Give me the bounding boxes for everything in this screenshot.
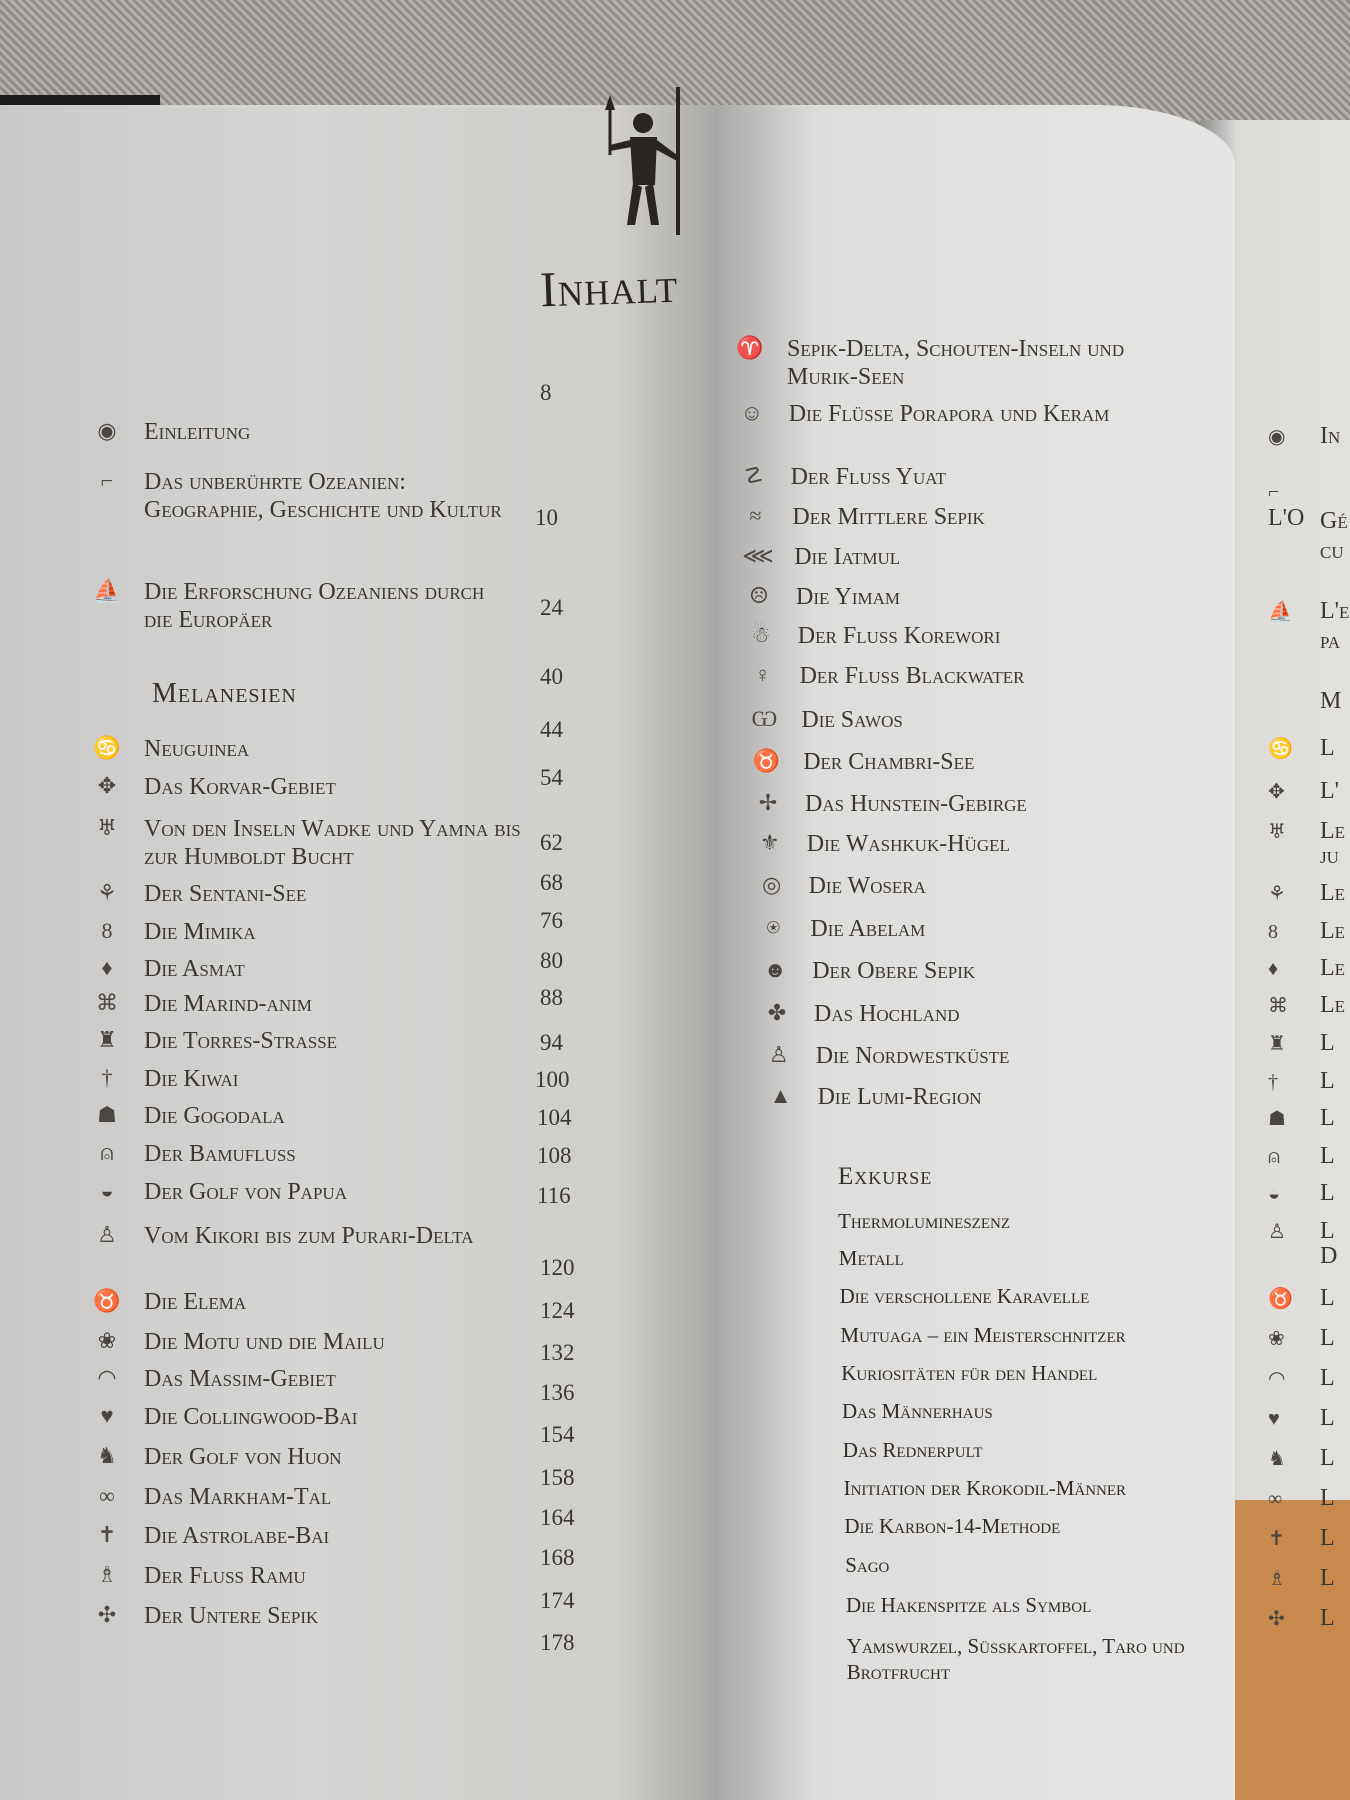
glyph-icon: ♦ <box>1268 958 1279 980</box>
mask-glyph-icon: ⍝ <box>100 1140 114 1165</box>
page-title: Inhalt <box>539 256 679 318</box>
toc-entry-label: Die Lumi-Region <box>817 1084 982 1110</box>
toc-entry <box>92 1222 504 1250</box>
section-heading-melanesien: Melanesien <box>152 678 297 709</box>
toc-entry <box>744 583 900 611</box>
fragment-text: D <box>1320 1243 1338 1269</box>
toc-entry-label: Der Fluss Korewori <box>797 623 1001 649</box>
toc-page-number: 168 <box>540 1545 575 1570</box>
toc-page-number: 76 <box>540 908 563 933</box>
toc-entry-label: Die Erforschung Ozeaniens durch die Europäer <box>144 579 485 633</box>
fragment-text: pa <box>1320 628 1341 654</box>
knot-glyph-icon: 8 <box>101 918 113 943</box>
toc-entry-label: Das Hochland <box>814 1001 960 1027</box>
toc-entry-label: Der Golf von Huon <box>144 1444 342 1470</box>
fragment-text: L <box>1320 1325 1335 1351</box>
fragment-text: Le <box>1320 818 1346 844</box>
toc-entry-label: Der Sentani-See <box>144 881 307 907</box>
fragment-text: Le <box>1320 880 1346 906</box>
figure-glyph-icon: ♙ <box>768 1042 789 1067</box>
heart-glyph-icon: ♥ <box>100 1403 114 1428</box>
next-page-entry-fragment <box>1268 423 1340 450</box>
fragment-text: L <box>1320 1565 1335 1591</box>
fragment-text: L <box>1320 1068 1335 1094</box>
toc-entry <box>739 463 946 491</box>
toc-entry <box>740 503 984 531</box>
next-page-entry-fragment <box>1268 688 1341 715</box>
toc-entry <box>92 1140 296 1168</box>
next-page-entry-fragment <box>1268 1180 1335 1207</box>
toc-entry <box>92 1483 331 1511</box>
toc-entry <box>92 1562 306 1590</box>
toc-page-number: 104 <box>537 1105 572 1130</box>
toc-entry-label: Neuguinea <box>144 736 250 762</box>
toc-entry-label: Die Iatmul <box>794 544 901 570</box>
figure-glyph-icon: ⚘ <box>97 880 117 905</box>
figure-glyph-icon: ♜ <box>97 1027 117 1052</box>
glyph-icon: ♅ <box>1268 821 1286 843</box>
exkurs-item: Thermolumineszenz <box>838 1209 1010 1233</box>
next-page-entry-fragment <box>1268 1365 1335 1392</box>
toc-entry-label: Der Untere Sepik <box>144 1603 319 1629</box>
glyph-icon: ♜ <box>1268 1033 1286 1055</box>
toc-entry-label: Die Wosera <box>808 873 926 899</box>
head-glyph-icon: ☃ <box>750 622 771 647</box>
fragment-text: L <box>1320 1605 1335 1631</box>
toc-entry-label: Die Flüsse Porapora und Keram <box>788 401 1110 427</box>
glyph-icon: ◉ <box>1268 426 1286 448</box>
fragment-text: Gé <box>1320 508 1348 534</box>
toc-entry-label: Die Astrolabe-Bai <box>144 1523 330 1549</box>
glyph-icon: ✣ <box>1268 1608 1285 1630</box>
next-page-entry-fragment <box>1268 1143 1335 1170</box>
next-page-entry-fragment <box>1268 735 1335 762</box>
next-page-entry-fragment <box>1268 1030 1335 1057</box>
cross-glyph-icon: ✝ <box>97 1522 117 1547</box>
toc-entry <box>92 1522 329 1550</box>
fragment-text: L <box>1320 1485 1335 1511</box>
toc-entry <box>92 1443 342 1471</box>
fragment-text: ju <box>1320 843 1339 869</box>
figure-glyph-icon: ♀ <box>754 662 771 687</box>
next-page-entry-fragment <box>1268 598 1349 625</box>
glyph-icon: ♙ <box>1268 1221 1286 1243</box>
toc-entry-label: Die Gogodala <box>144 1103 285 1129</box>
toc-entry-label: Einleitung <box>144 419 251 445</box>
toc-entry <box>748 662 1025 690</box>
toc-entry <box>742 543 900 571</box>
fragment-text: Le <box>1320 955 1346 981</box>
mask-glyph-icon: ♉ <box>93 1288 121 1313</box>
mask-glyph-icon: ⍟ <box>766 915 780 940</box>
toc-entry <box>758 915 925 943</box>
toc-page-number: 54 <box>540 765 563 790</box>
glyph-icon: ⚘ <box>1268 883 1286 905</box>
flower-glyph-icon: ❀ <box>97 1328 117 1353</box>
next-page-entry-fragment <box>1268 628 1340 655</box>
boat-glyph-icon: ⛵ <box>93 578 121 603</box>
toc-entry-label: Die Marind-anim <box>144 991 312 1017</box>
toc-entry <box>92 1288 246 1316</box>
next-page-entry-fragment <box>1268 1445 1335 1472</box>
toc-page-number: 116 <box>537 1183 571 1208</box>
toc-entry-label: Die Abelam <box>810 916 926 942</box>
toc-entry-label: Von den Inseln Wadke und Yamna bis zur Humboldt Bucht <box>144 816 521 870</box>
fragment-text: Le <box>1320 918 1346 944</box>
toc-entry <box>755 830 1010 858</box>
toc-entry-label: Die Asmat <box>144 956 245 982</box>
fragment-text: L <box>1320 1405 1335 1431</box>
next-page-entry-fragment <box>1268 1605 1335 1632</box>
next-page-entry-fragment <box>1268 880 1345 907</box>
toc-entry <box>92 1178 347 1206</box>
fragment-text: M <box>1320 688 1342 714</box>
glyph-icon: † <box>1268 1071 1278 1093</box>
toc-entry <box>751 748 974 776</box>
next-page-entry-fragment <box>1268 1068 1335 1095</box>
glyph-icon: ✥ <box>1268 781 1285 803</box>
toc-page-number: 62 <box>540 830 563 855</box>
toc-entry <box>92 815 524 871</box>
exkurs-item: Die Hakenspitze als Symbol <box>846 1593 1092 1617</box>
toc-entry-label: Die Torres-Strasse <box>144 1028 338 1054</box>
toc-page-number: 24 <box>540 595 563 620</box>
exkurs-item: Initiation der Krokodil-Männer <box>843 1476 1127 1500</box>
section-page-number: 40 <box>540 664 563 689</box>
toc-entry <box>92 1027 337 1055</box>
toc-entry-label: Die Nordwestküste <box>815 1043 1010 1069</box>
exkurs-item: Das Männerhaus <box>842 1399 993 1423</box>
wave-glyph-icon: Ѡ <box>751 706 778 731</box>
toc-entry-label: Die Washkuk-Hügel <box>806 831 1010 857</box>
fragment-text: L <box>1320 1285 1335 1311</box>
horns-glyph-icon: ♉ <box>752 748 780 773</box>
toc-entry-label: Die Sawos <box>801 707 903 733</box>
next-page-entry-fragment <box>1268 992 1345 1019</box>
exkurse-heading: Exkurse <box>838 1163 933 1190</box>
toc-entry <box>92 418 250 446</box>
toc-entry-label: Das unberührte Ozeanien: Geographie, Geschichte und Kultur <box>144 469 502 523</box>
toc-entry-label: Der Fluss Blackwater <box>799 663 1025 689</box>
glyph-icon: ☗ <box>1268 1108 1286 1130</box>
crocodile-glyph-icon: ≈ <box>749 503 762 528</box>
figure-glyph-icon: ♙ <box>97 1222 117 1247</box>
glyph-icon: ♉ <box>1268 1288 1293 1310</box>
fragment-text: L <box>1320 1143 1335 1169</box>
toc-entry-label: Das Korvar-Gebiet <box>144 774 336 800</box>
glyph-icon: ⌐ <box>1268 481 1280 503</box>
toc-entry <box>92 1365 336 1393</box>
next-page-entry-fragment <box>1268 1243 1337 1270</box>
coil-glyph-icon: ☡ <box>743 463 764 488</box>
toc-page-number: 94 <box>540 1030 563 1055</box>
glyph-icon: ♋ <box>1268 738 1293 760</box>
toc-page-number: 154 <box>540 1422 575 1447</box>
toc-entry-label: Die Yimam <box>796 584 900 610</box>
next-page-entry-fragment <box>1268 508 1348 535</box>
animal-glyph-icon: ♞ <box>97 1443 117 1468</box>
toc-entry <box>92 578 504 634</box>
figure-glyph-icon: ✣ <box>97 1602 117 1627</box>
toc-entry <box>92 880 306 908</box>
next-page-entry-fragment <box>1268 1105 1335 1132</box>
toc-entry-label: Die Motu und die Mailu <box>144 1329 385 1355</box>
toc-entry <box>92 1102 285 1130</box>
fragment-text: In <box>1320 423 1341 449</box>
glyph-icon: ⌘ <box>1268 995 1288 1017</box>
bird-glyph-icon: ⋘ <box>742 543 774 568</box>
toc-entry-label: Der Chambri-See <box>803 749 975 775</box>
glyph-icon: ⍝ <box>1268 1146 1280 1168</box>
glyph-icon: ❀ <box>1268 1328 1285 1350</box>
face-glyph-icon: ☻ <box>763 957 787 982</box>
toc-entry-label: Der Obere Sepik <box>812 958 976 984</box>
toc-entry <box>92 1403 357 1431</box>
glyph-icon: ◒ <box>1268 1183 1281 1205</box>
toc-entry <box>762 1000 960 1028</box>
fragment-text: L <box>1320 1445 1335 1471</box>
toc-page-number: 120 <box>540 1255 575 1280</box>
toc-entry-label: Die Collingwood-Bai <box>144 1404 358 1430</box>
eye-glyph-icon: ◉ <box>97 418 117 443</box>
next-page-entry-fragment <box>1268 538 1344 565</box>
glyph-icon: ◠ <box>1268 1368 1286 1390</box>
warrior-figure-icon <box>585 85 695 240</box>
toc-entry-label: Der Bamufluss <box>144 1141 296 1167</box>
next-page-entry-fragment <box>1268 1285 1335 1312</box>
toc-page-number: 88 <box>540 985 563 1010</box>
cross-glyph-icon: ✢ <box>758 790 778 815</box>
toc-entry <box>92 955 245 983</box>
next-page-entry-fragment <box>1268 778 1339 805</box>
fragment-text: L' <box>1320 778 1339 804</box>
toc-page-number: 136 <box>540 1380 575 1405</box>
fragment-text: L'e <box>1320 598 1350 624</box>
toc-entry <box>749 706 902 734</box>
glyph-icon: ✝ <box>1268 1528 1285 1550</box>
mask-glyph-icon: ◎ <box>761 872 782 897</box>
toc-page-number: 68 <box>540 870 563 895</box>
figure-glyph-icon: ✤ <box>767 1000 787 1025</box>
fragment-text: L <box>1320 1218 1335 1244</box>
figure-glyph-icon: ♗ <box>97 1562 117 1587</box>
fragment-text: L <box>1320 1365 1335 1391</box>
toc-entry <box>766 1083 982 1111</box>
lips-glyph-icon: ◒ <box>100 1178 114 1203</box>
fragment-text: L'O <box>1268 505 1305 531</box>
toc-page-number: 124 <box>540 1298 575 1323</box>
shield-glyph-icon: ♦ <box>101 955 113 980</box>
toc-page-number: 10 <box>535 505 558 530</box>
next-page-entry-fragment <box>1268 918 1345 945</box>
mask-glyph-icon: ☹ <box>749 583 769 608</box>
next-page-entry-fragment <box>1268 1565 1335 1592</box>
toc-entry-label: Das Hunstein-Gebirge <box>805 791 1027 817</box>
toc-entry <box>92 918 256 946</box>
toc-page-number: 108 <box>537 1143 572 1168</box>
toc-entry <box>764 1042 1010 1070</box>
exkurs-item: Das Rednerpult <box>842 1438 983 1462</box>
next-page-entry-fragment <box>1268 818 1345 845</box>
toc-entry-label: Das Markham-Tal <box>144 1484 332 1510</box>
fragment-text: L <box>1320 735 1335 761</box>
toc-entry <box>737 400 1169 428</box>
toc-entry <box>753 790 1027 818</box>
toc-entry <box>92 1602 318 1630</box>
exkurs-item: Metall <box>838 1246 904 1270</box>
next-page-entry-fragment <box>1268 1485 1335 1512</box>
glyph-icon: ⛵ <box>1268 601 1293 623</box>
toc-page-number: 100 <box>535 1067 570 1092</box>
bird-glyph-icon: ♋ <box>93 735 121 760</box>
next-page-entry-fragment <box>1268 1325 1335 1352</box>
fragment-text: cu <box>1320 538 1344 564</box>
toc-entry-label: Der Fluss Ramu <box>144 1563 306 1589</box>
toc-entry <box>92 1065 238 1093</box>
fragment-text: L <box>1320 1180 1335 1206</box>
toc-entry-label: Die Kiwai <box>144 1066 239 1092</box>
next-page-entry-fragment <box>1268 1405 1335 1432</box>
toc-entry-label: Die Elema <box>144 1289 247 1315</box>
toc-entry <box>92 735 249 763</box>
next-page-entry-fragment <box>1268 1525 1335 1552</box>
face-glyph-icon: ☺ <box>740 400 764 425</box>
glyph-icon: ♥ <box>1268 1408 1280 1430</box>
toc-page-number: 44 <box>540 717 563 742</box>
figure-glyph-icon: ✥ <box>97 773 117 798</box>
ornament-glyph-icon: ♅ <box>97 815 117 840</box>
next-page-entry-fragment <box>1268 1218 1335 1245</box>
toc-entry <box>735 335 1167 391</box>
toc-page-number: 132 <box>540 1340 575 1365</box>
toc-page-number: 158 <box>540 1465 575 1490</box>
toc-page-number: 80 <box>540 948 563 973</box>
toc-page-number: 164 <box>540 1505 575 1530</box>
toc-page-number: 178 <box>540 1630 575 1655</box>
toc-entry-label: Die Mimika <box>144 919 256 945</box>
animal-glyph-icon: ⌐ <box>100 468 114 493</box>
toc-entry <box>92 990 312 1018</box>
toc-entry-label: Das Massim-Gebiet <box>144 1366 336 1392</box>
toc-page-number: 174 <box>540 1588 575 1613</box>
toc-entry <box>760 957 975 985</box>
glyph-icon: ♞ <box>1268 1448 1286 1470</box>
spiral-glyph-icon: ∞ <box>99 1483 115 1508</box>
exkurs-item: Kuriositäten für den Handel <box>841 1361 1098 1385</box>
toc-entry-label: Der Fluss Yuat <box>790 464 947 490</box>
toc-entry <box>92 773 336 801</box>
toc-entry-label: Der Mittlere Sepik <box>792 504 985 530</box>
exkurs-item: Die Karbon-14-Methode <box>844 1514 1061 1538</box>
toc-entry <box>757 872 926 900</box>
glyph-icon: ♗ <box>1268 1568 1286 1590</box>
fragment-text: L <box>1320 1525 1335 1551</box>
next-page-entry-fragment <box>1268 843 1339 870</box>
triangle-glyph-icon: ▲ <box>769 1083 792 1108</box>
next-page-entry-fragment <box>1268 955 1345 982</box>
toc-entry-label: Sepik-Delta, Schouten-Inseln und Murik-Seen <box>787 336 1125 390</box>
toc-page-number: 8 <box>540 380 552 405</box>
bird-glyph-icon: ♈ <box>736 335 764 360</box>
toc-entry-label: Vom Kikori bis zum Purari-Delta <box>144 1223 474 1249</box>
fragment-text: L <box>1320 1105 1335 1131</box>
exkurs-item: Die verschollene Karavelle <box>839 1284 1090 1308</box>
glyph-icon: 8 <box>1268 921 1278 943</box>
staff-glyph-icon: † <box>101 1065 113 1090</box>
arch-glyph-icon: ◠ <box>97 1365 117 1390</box>
lily-glyph-icon: ⚜ <box>759 830 780 855</box>
glyph-icon: ∞ <box>1268 1488 1283 1510</box>
toc-entry <box>746 622 1001 650</box>
head-glyph-icon: ☗ <box>97 1102 117 1127</box>
fragment-text: Le <box>1320 992 1346 1018</box>
toc-entry <box>92 468 524 524</box>
toc-entry <box>92 1328 385 1356</box>
fragment-text: L <box>1320 1030 1335 1056</box>
pattern-glyph-icon: ⌘ <box>96 990 118 1015</box>
exkurs-item: Yamswurzel, Süsskartoffel, Taro und Brotfrucht <box>846 1634 1185 1684</box>
exkurs-item: Mutuaga – ein Meisterschnitzer <box>840 1323 1126 1347</box>
exkurs-item: Sago <box>845 1553 890 1577</box>
toc-entry-label: Der Golf von Papua <box>144 1179 347 1205</box>
